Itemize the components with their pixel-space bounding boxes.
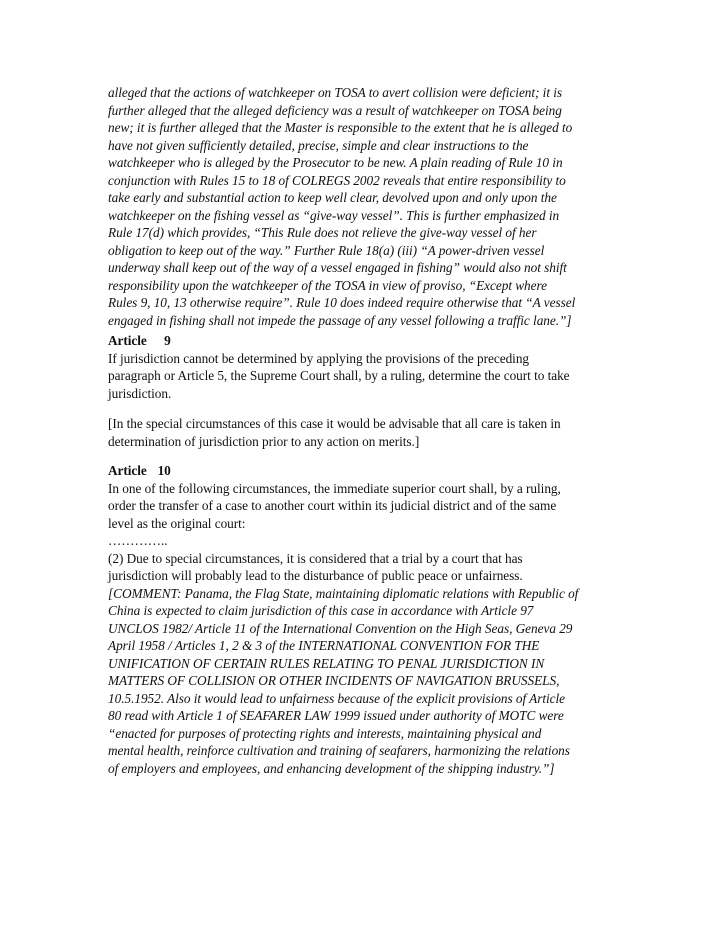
article-10-label: Article — [108, 463, 147, 478]
text-line: jurisdiction will probably lead to the disturbance of public peace or unfairness. — [108, 568, 523, 583]
text-line: “enacted for purposes of protecting rights and interests, maintaining physical and — [108, 725, 542, 741]
article-9-heading — [108, 332, 628, 350]
text-line: of employers and employees, and enhancing development of the shipping industry.”] — [108, 760, 555, 776]
text-line: 10.5.1952. Also it would lead to unfairness because of the explicit provisions of Article — [108, 690, 565, 706]
text-line: mental health, reinforce cultivation and training of seafarers, harmonizing the relations — [108, 743, 570, 758]
text-line: watchkeeper who is alleged by the Prosecutor to be new. A plain reading of Rule 10 in — [108, 155, 563, 170]
text-line: watchkeeper on the fishing vessel as “give-way vessel”. This is further emphasized in — [108, 207, 560, 223]
text-line: Rules 9, 10, 13 otherwise require”. Rule 10 does indeed require otherwise that “A vessel — [108, 295, 576, 310]
text-line: jurisdiction. — [108, 385, 172, 401]
comment-paragraph-continued — [108, 84, 628, 329]
text-line: Rule 17(d) which provides, “This Rule does not relieve the give-way vessel of her — [108, 225, 537, 240]
text-line: level as the original court: — [108, 515, 246, 531]
text-line: ………….. — [108, 533, 168, 548]
article-9-note — [108, 415, 628, 450]
text-line: [In the special circumstances of this case it would be advisable that all care is taken in — [108, 416, 561, 431]
text-line: responsibility upon the watchkeeper of the TOSA in view of proviso, “Except where — [108, 277, 547, 293]
text-line: take early and substantial action to keep well clear, devolved upon and only upon the — [108, 190, 557, 205]
text-line: MATTERS OF COLLISION OR OTHER INCIDENTS OF NAVIGATION BRUSSELS, — [108, 673, 560, 688]
text-line: determination of jurisdiction prior to any action on merits.] — [108, 433, 420, 449]
text-line: April 1958 / Articles 1, 2 & 3 of the INTERNATIONAL CONVENTION FOR THE — [108, 638, 540, 653]
text-line: alleged that the actions of watchkeeper on TOSA to avert collision were deficient; it is — [108, 85, 563, 100]
text-line: have not given sufficiently detailed, precise, simple and clear instructions to the — [108, 137, 529, 153]
text-line: conjunction with Rules 15 to 18 of COLREGS 2002 reveals that entire responsibility to — [108, 172, 566, 188]
text-line: further alleged that the alleged deficiency was a result of watchkeeper on TOSA being — [108, 102, 562, 118]
text-line: paragraph or Article 5, the Supreme Court shall, by a ruling, determine the court to take — [108, 368, 570, 383]
article-9-label: Article — [108, 333, 147, 348]
article-9-section — [108, 332, 628, 402]
article-10-heading — [108, 462, 628, 480]
article-10-number: 10 — [157, 463, 171, 478]
text-line: UNIFICATION OF CERTAIN RULES RELATING TO PENAL JURISDICTION IN — [108, 655, 545, 671]
article-9-number: 9 — [164, 333, 171, 348]
text-line: [COMMENT: Panama, the Flag State, maintaining diplomatic relations with Republic of — [108, 585, 579, 601]
text-line: obligation to keep out of the way.” Further Rule 18(a) (iii) “A power-driven vessel — [108, 242, 545, 258]
text-line: In one of the following circumstances, the immediate superior court shall, by a ruling, — [108, 480, 561, 496]
text-line: new; it is further alleged that the Master is responsible to the extent that he is alleged to — [108, 120, 573, 135]
text-line: UNCLOS 1982/ Article 11 of the International Convention on the High Seas, Geneva 29 — [108, 620, 573, 636]
text-line: engaged in fishing shall not impede the passage of any vessel following a traffic lane.”] — [108, 312, 572, 328]
text-line: If jurisdiction cannot be determined by applying the provisions of the preceding — [108, 350, 530, 366]
text-line: underway shall keep out of the way of a vessel engaged in fishing” would also not shift — [108, 260, 567, 275]
text-line: order the transfer of a case to another court within its judicial district and of the same — [108, 498, 557, 513]
text-line: 80 read with Article 1 of SEAFARER LAW 1999 issued under authority of MOTC were — [108, 708, 564, 723]
article-10-section — [108, 462, 628, 777]
text-line: China is expected to claim jurisdiction of this case in accordance with Article 97 — [108, 603, 534, 618]
text-line: (2) Due to special circumstances, it is considered that a trial by a court that has — [108, 550, 523, 566]
